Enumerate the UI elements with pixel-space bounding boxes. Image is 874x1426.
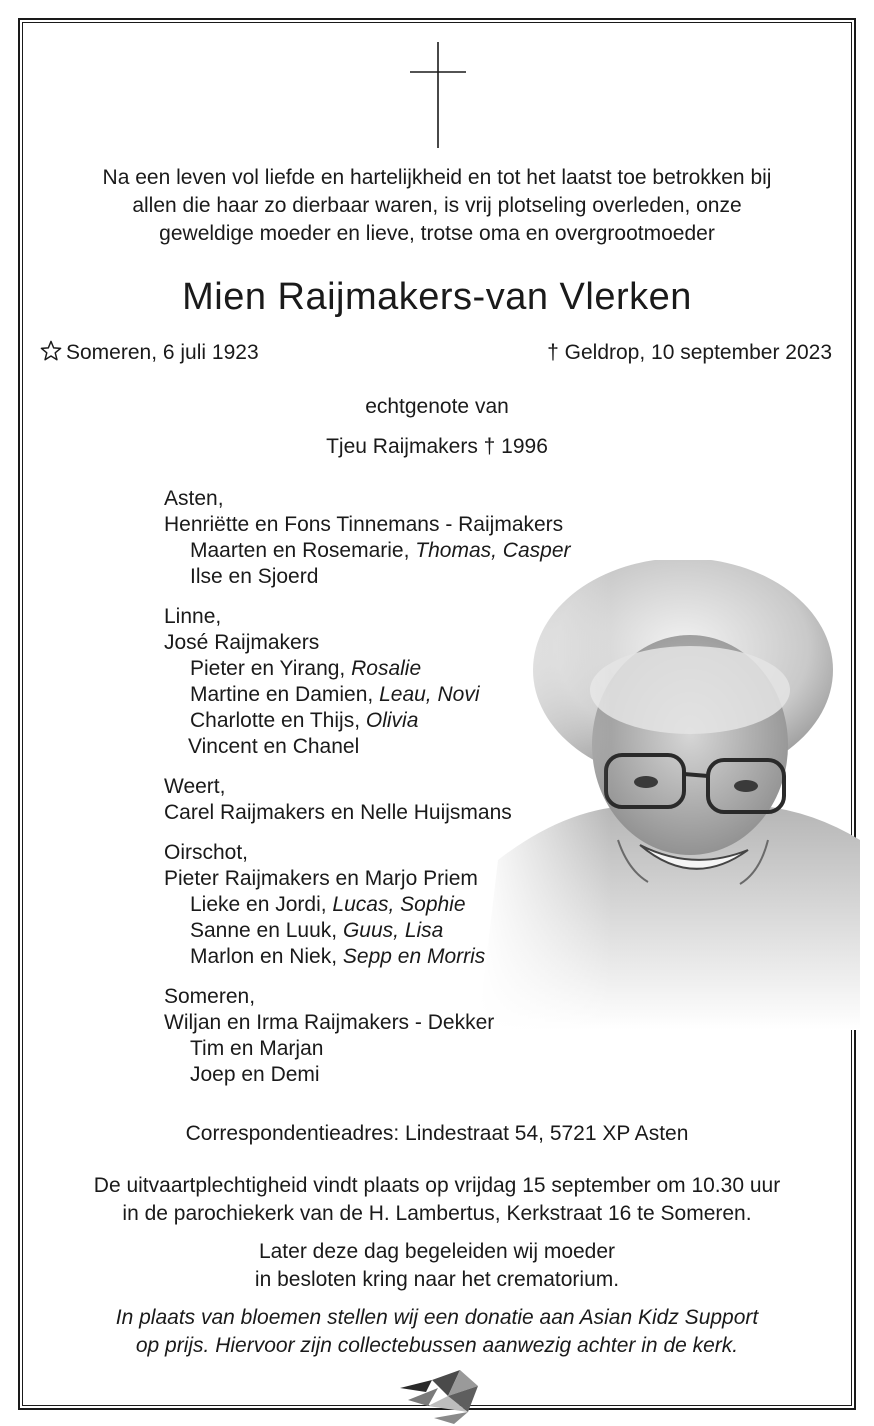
grandchildren: Guus, Lisa (342, 919, 444, 942)
birth-info (40, 338, 259, 368)
family-group (164, 774, 571, 826)
child-names: Tim en Marjan (190, 1037, 324, 1060)
grandchildren: Leau, Novi (379, 683, 480, 706)
service-info (0, 1172, 874, 1228)
bird-logo-icon (398, 1366, 484, 1426)
family-child (164, 708, 571, 734)
child-names: Charlotte en Thijs, (190, 709, 366, 732)
grandchildren: Olivia (365, 709, 419, 732)
intro-text (0, 164, 874, 248)
family-child (164, 538, 571, 564)
service-line: De uitvaartplechtigheid vindt plaats op vrijdag 15 september om 10.30 uur (93, 1174, 781, 1197)
child-names: Vincent en Chanel (188, 735, 360, 758)
child-names: Marlon en Niek, (190, 945, 343, 968)
family-main: Pieter Raijmakers en Marjo Priem (164, 867, 478, 890)
intro-line: geweldige moeder en lieve, trotse oma en overgrootmoeder (159, 222, 715, 245)
child-names: Pieter en Yirang, (190, 657, 352, 680)
cross-icon (410, 42, 466, 148)
family-main: Henriëtte en Fons Tinnemans - Raijmakers (164, 513, 564, 536)
child-names: Maarten en Rosemarie, (190, 539, 416, 562)
child-names: Lieke en Jordi, (190, 893, 333, 916)
intro-line: Na een leven vol liefde en hartelijkheid en tot het laatst toe betrokken bij (102, 166, 772, 189)
family-place: Asten, (164, 487, 224, 510)
family-main: Carel Raijmakers en Nelle Huijsmans (164, 801, 512, 824)
grandchildren: Sepp en Morris (342, 945, 486, 968)
family-child (164, 734, 571, 760)
spouse-label: echtgenote van (365, 395, 509, 418)
family-child (164, 892, 571, 918)
star-icon (40, 340, 62, 362)
correspondence-address: Correspondentieadres: Lindestraat 54, 5721 XP Asten (185, 1122, 689, 1145)
family-list (164, 486, 571, 1102)
spouse-name: Tjeu Raijmakers † 1996 (326, 435, 548, 458)
family-child (164, 682, 571, 708)
cremation-line: Later deze dag begeleiden wij moeder (258, 1240, 616, 1263)
grandchildren: Rosalie (351, 657, 422, 680)
grandchildren: Thomas, Casper (415, 539, 571, 562)
intro-line: allen die haar zo dierbaar waren, is vrij plotseling overleden, onze (132, 194, 742, 217)
deceased-name: Mien Raijmakers-van Vlerken (182, 276, 692, 318)
family-group (164, 486, 571, 590)
family-child (164, 656, 571, 682)
family-group (164, 840, 571, 970)
family-child (164, 564, 571, 590)
donation-line: op prijs. Hiervoor zijn collectebussen aanwezig achter in de kerk. (135, 1334, 739, 1357)
child-names: Ilse en Sjoerd (190, 565, 319, 588)
family-child (164, 1036, 571, 1062)
cremation-line: in besloten kring naar het crematorium. (254, 1268, 620, 1291)
family-place: Oirschot, (164, 841, 249, 864)
family-group (164, 604, 571, 760)
cremation-info (0, 1238, 874, 1294)
family-main: José Raijmakers (164, 631, 320, 654)
family-place: Linne, (164, 605, 222, 628)
child-names: Martine en Damien, (190, 683, 380, 706)
family-main: Wiljan en Irma Raijmakers - Dekker (164, 1011, 495, 1034)
family-child (164, 918, 571, 944)
family-place: Someren, (164, 985, 256, 1008)
donation-info (0, 1304, 874, 1360)
grandchildren: Lucas, Sophie (332, 893, 466, 916)
child-names: Joep en Demi (190, 1063, 320, 1086)
service-line: in de parochiekerk van de H. Lambertus, Kerkstraat 16 te Someren. (122, 1202, 752, 1225)
death-info: † Geldrop, 10 september 2023 (547, 341, 832, 364)
donation-line: In plaats van bloemen stellen wij een donatie aan Asian Kidz Support (115, 1306, 759, 1329)
child-names: Sanne en Luuk, (190, 919, 343, 942)
family-child (164, 1062, 571, 1088)
family-group (164, 984, 571, 1088)
family-child (164, 944, 571, 970)
family-place: Weert, (164, 775, 226, 798)
birth-text: Someren, 6 juli 1923 (66, 341, 259, 364)
